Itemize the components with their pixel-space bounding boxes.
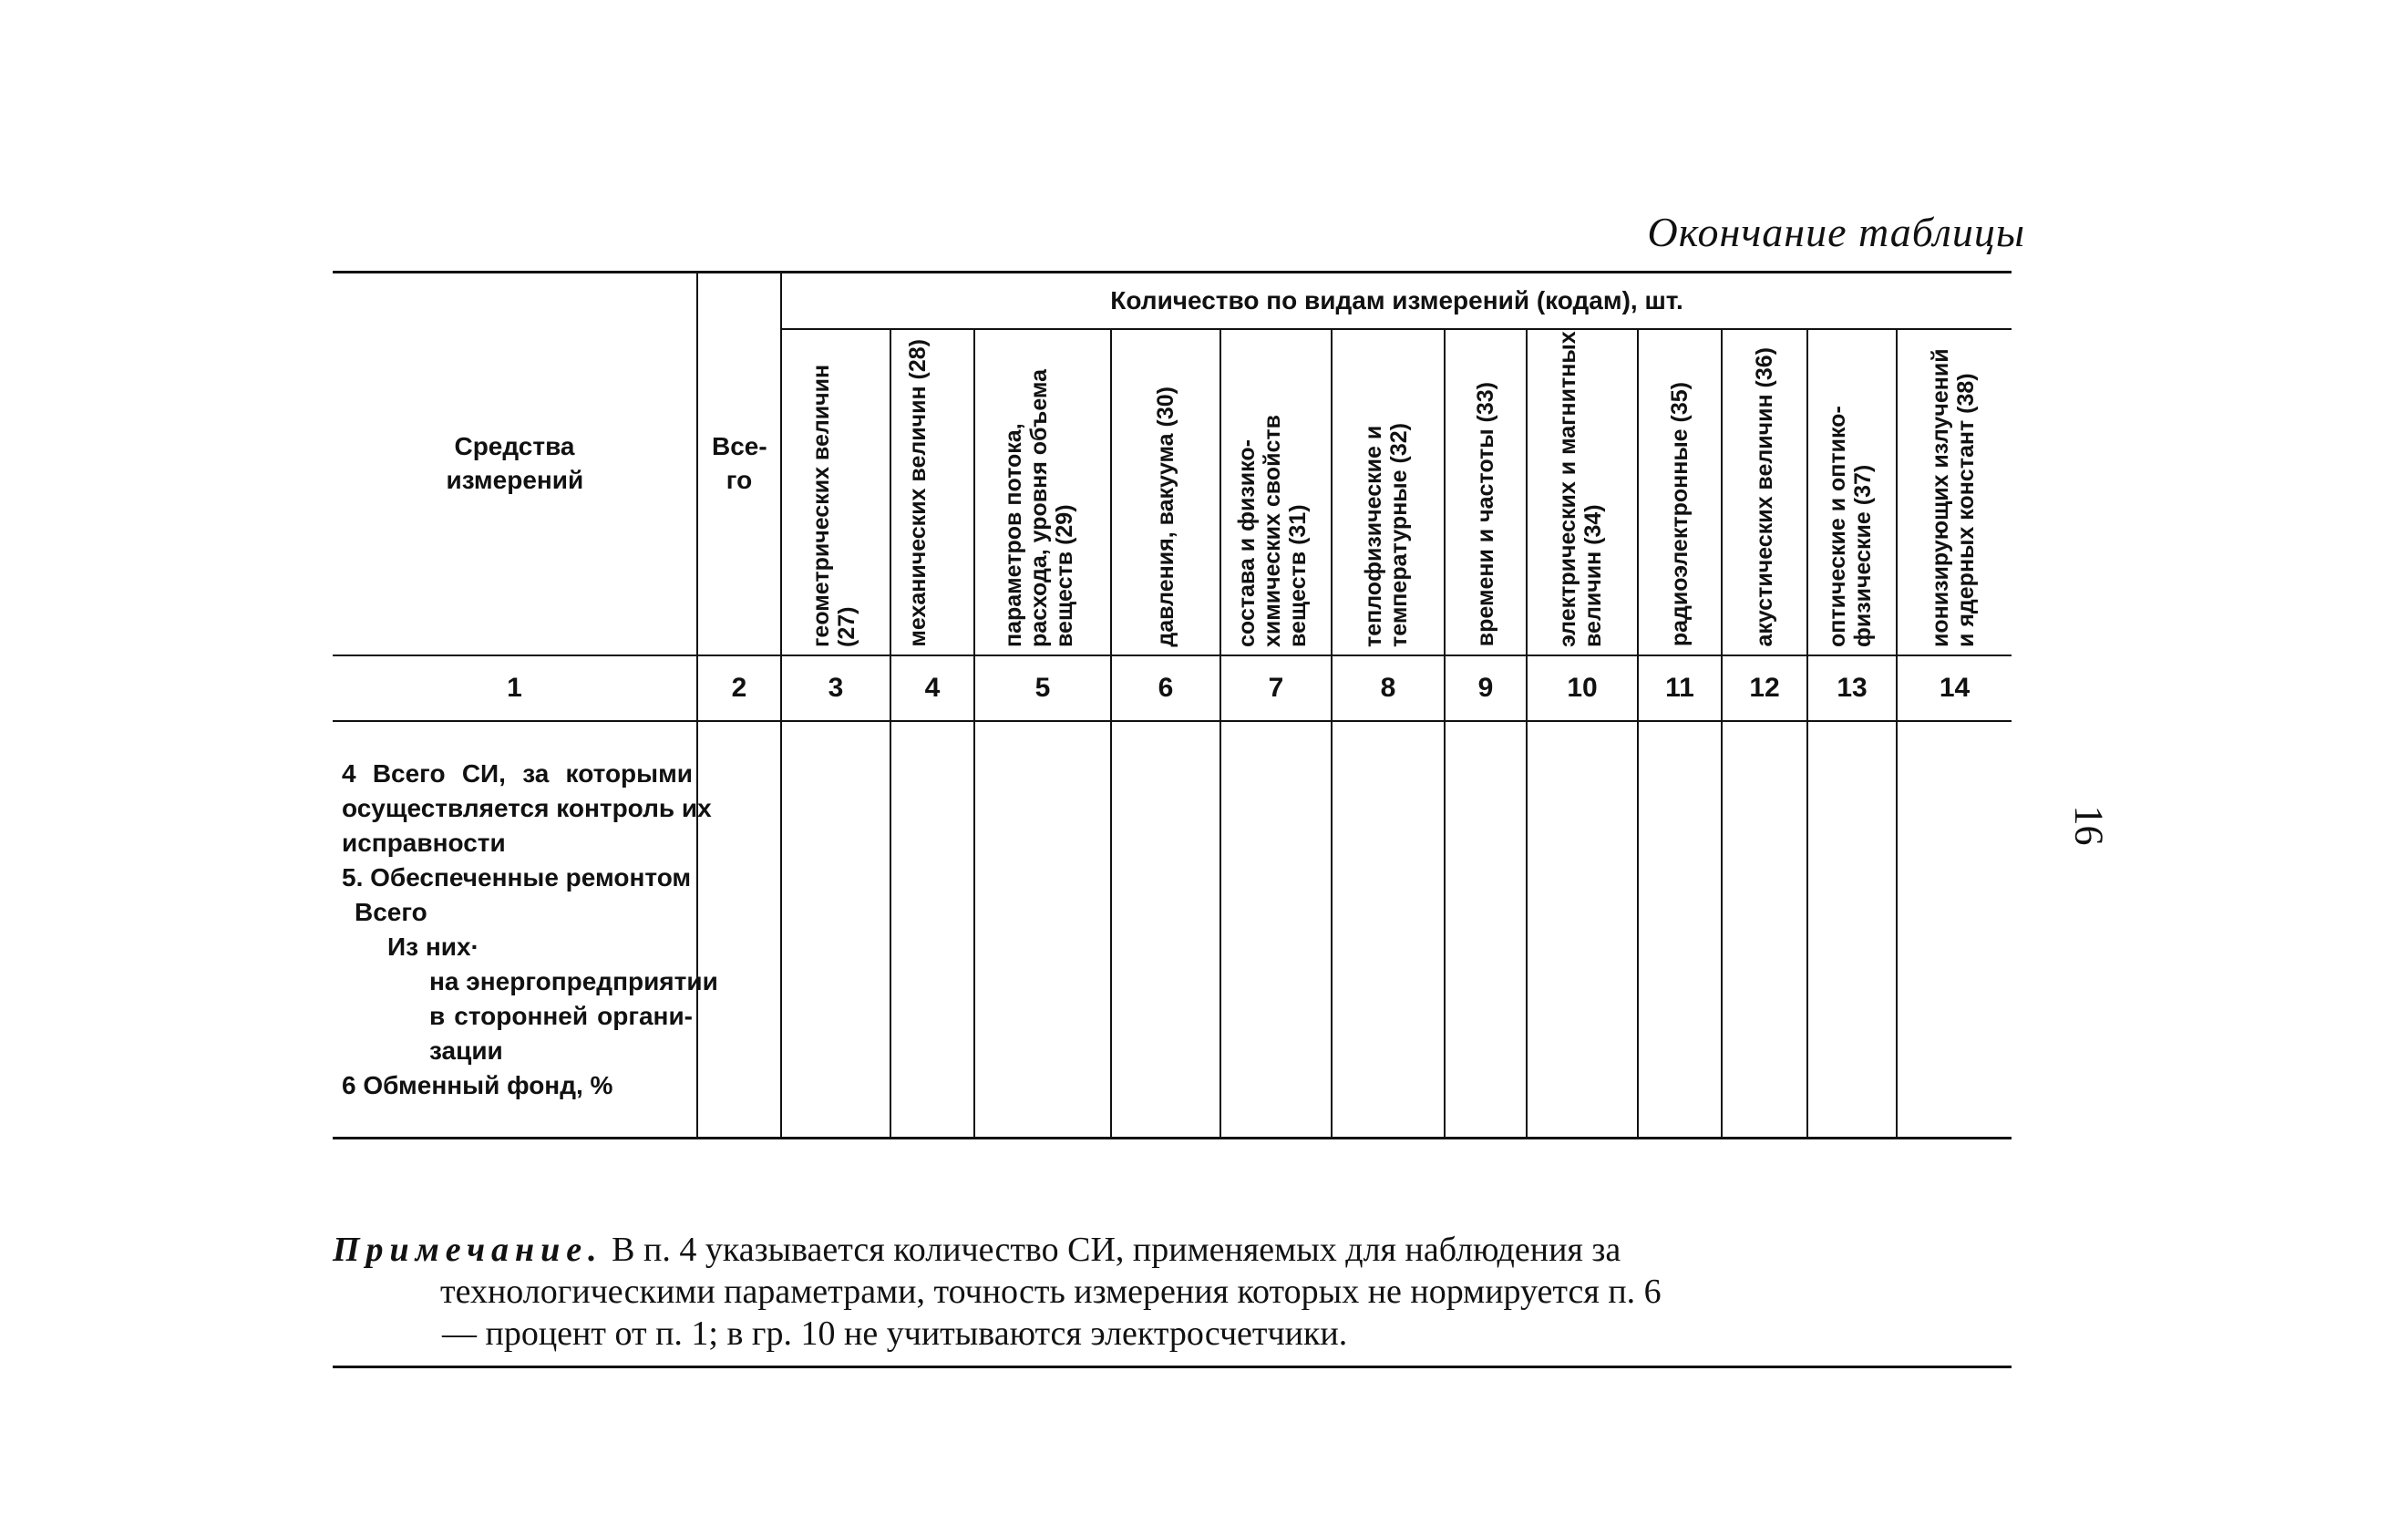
- data-cell: [1332, 721, 1445, 1139]
- header-flow-level: параметров потока, расхода, уровня объема веществ (29): [974, 329, 1111, 655]
- column-number: 6: [1111, 655, 1220, 721]
- row-label: исправности: [342, 828, 506, 857]
- note-text: В п. 4 указывается количество СИ, применяемых для наблюдения за: [612, 1231, 1621, 1269]
- header-mechanical: механических величин (28): [890, 329, 974, 655]
- row-label: 4 Всего СИ, за которыми: [342, 758, 693, 788]
- measurement-table: [333, 271, 2012, 1139]
- data-cell: [781, 721, 890, 1139]
- note-line-3: — процент от п. 1; в гр. 10 не учитываются электросчетчики.: [442, 1314, 1348, 1353]
- header-measuring-instruments: Средства измерений: [333, 273, 697, 655]
- data-cell: [890, 721, 974, 1139]
- data-cell: [1722, 721, 1807, 1139]
- note-label: Примечание.: [333, 1231, 603, 1269]
- data-cell: [1807, 721, 1897, 1139]
- row-label: на энергопредприятии: [429, 966, 718, 995]
- column-number: 5: [974, 655, 1111, 721]
- column-number: 4: [890, 655, 974, 721]
- page-number: 16: [2066, 805, 2112, 846]
- data-cell: [1897, 721, 2012, 1139]
- header-electric-magnetic: электрических и магнитных величин (34): [1527, 329, 1638, 655]
- data-cell: [974, 721, 1111, 1139]
- header-composition: состава и физико-химических свойств веществ (31): [1220, 329, 1332, 655]
- data-cell: [1111, 721, 1220, 1139]
- header-time-frequency: времени и частоты (33): [1445, 329, 1527, 655]
- header-radio-electronic: радиоэлектронные (35): [1638, 329, 1722, 655]
- column-number: 12: [1722, 655, 1807, 721]
- row-label: Всего: [355, 897, 427, 926]
- data-cell: [697, 721, 781, 1139]
- note-line-1: [333, 1229, 2012, 1271]
- column-number: 2: [697, 655, 781, 721]
- note-line-2: технологическими параметрами, точность измерения которых не нормируется п. 6: [440, 1273, 1662, 1311]
- column-number: 10: [1527, 655, 1638, 721]
- row-label: в сторонней органи-: [429, 1001, 693, 1030]
- bottom-rule: [333, 1366, 2012, 1368]
- table-note: [333, 1229, 2012, 1355]
- column-number: 3: [781, 655, 890, 721]
- continuation-title: Окончание таблицы: [1647, 209, 2025, 255]
- row-label: 6 Обменный фонд, %: [342, 1070, 613, 1099]
- header-total: Все-го: [697, 273, 781, 655]
- data-cell: [1638, 721, 1722, 1139]
- row-labels-cell: [333, 721, 718, 1139]
- column-number: 8: [1332, 655, 1445, 721]
- column-number: 1: [333, 655, 697, 721]
- header-pressure: давления, вакуума (30): [1111, 329, 1220, 655]
- column-number: 9: [1445, 655, 1527, 721]
- header-acoustic: акустических величин (36): [1722, 329, 1807, 655]
- data-cell: [1527, 721, 1638, 1139]
- column-number: 14: [1897, 655, 2012, 721]
- row-label: осуществляется контроль их: [342, 793, 712, 822]
- column-number: 11: [1638, 655, 1722, 721]
- data-cell: [1445, 721, 1527, 1139]
- column-number: 7: [1220, 655, 1332, 721]
- column-number: 13: [1807, 655, 1897, 721]
- row-label: 5. Обеспеченные ремонтом: [342, 862, 692, 892]
- header-quantity-by-type: Количество по видам измерений (кодам), шт.: [781, 273, 2012, 329]
- header-thermal: теплофизические и температурные (32): [1332, 329, 1445, 655]
- header-geometric: геометрических величин (27): [781, 329, 890, 655]
- row-label: зации: [429, 1036, 503, 1065]
- row-label: Из них·: [387, 932, 479, 961]
- data-cell: [1220, 721, 1332, 1139]
- header-optical: оптические и оптико-физические (37): [1807, 329, 1897, 655]
- header-ionizing: ионизирующих излучений и ядерных констант (38): [1897, 329, 2012, 655]
